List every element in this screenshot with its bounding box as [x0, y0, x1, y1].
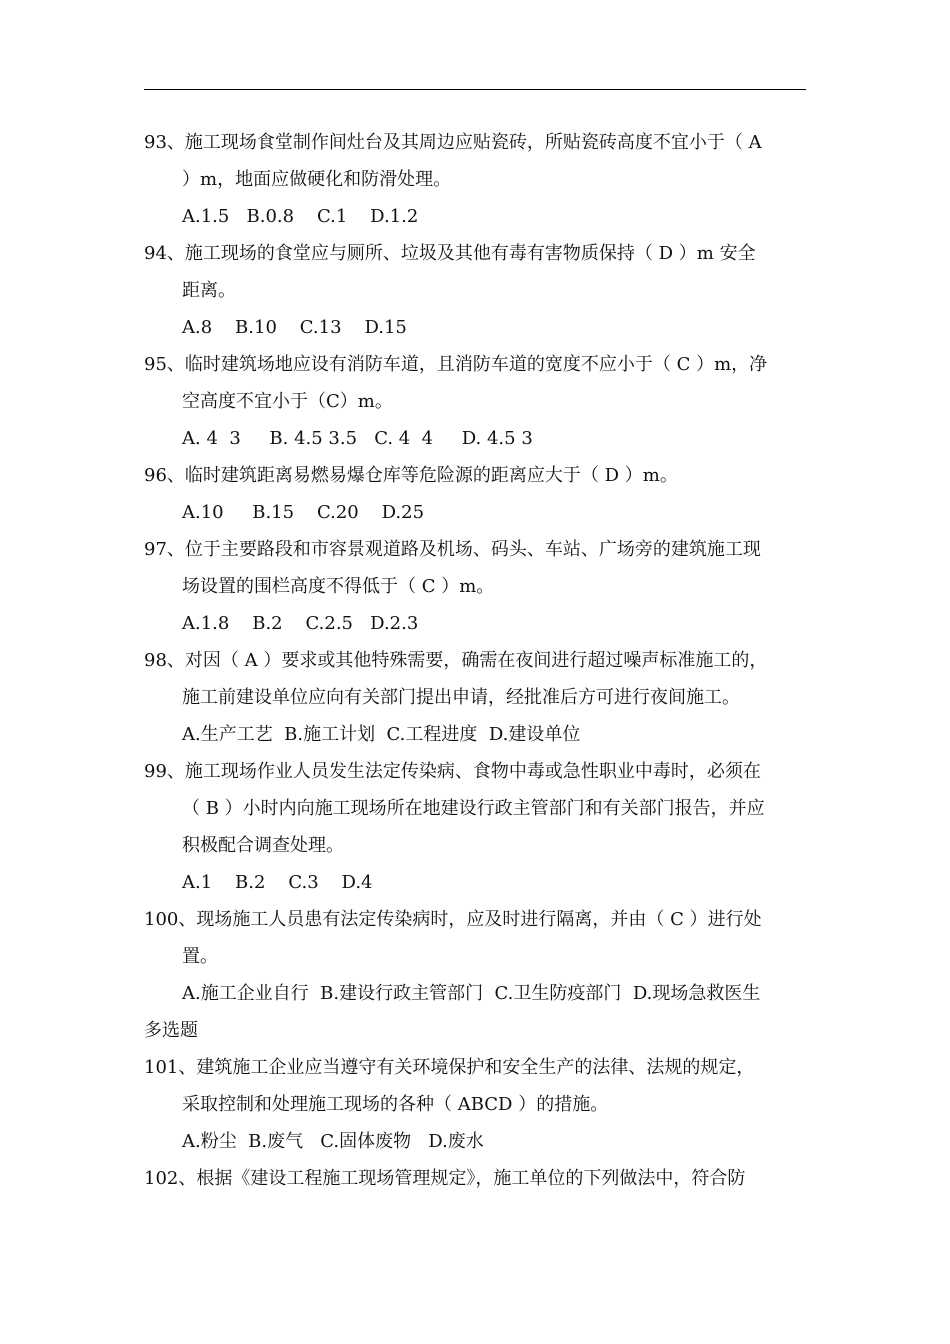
- question-options: A.生产工艺 B.施工计划 C.工程进度 D.建设单位: [182, 724, 581, 745]
- header-rule: [144, 89, 806, 90]
- question-options: A.粉尘 B.废气 C.固体废物 D.废水: [182, 1131, 484, 1152]
- question-text: 距离。: [182, 280, 236, 301]
- question-text: 98、对因（ A ）要求或其他特殊需要，确需在夜间进行超过噪声标准施工的，: [144, 650, 768, 671]
- question-text: 97、位于主要路段和市容景观道路及机场、码头、车站、广场旁的建筑施工现: [144, 539, 761, 560]
- section-title: 多选题: [144, 1020, 198, 1041]
- question-99: [144, 753, 806, 901]
- question-text: 99、施工现场作业人员发生法定传染病、食物中毒或急性职业中毒时，必须在: [144, 761, 761, 782]
- question-text: 置。: [182, 946, 218, 967]
- question-options: A. 4 3 B. 4.5 3.5 C. 4 4 D. 4.5 3: [182, 428, 533, 449]
- question-text: 96、临时建筑距离易燃易爆仓库等危险源的距离应大于（ D ）m。: [144, 465, 678, 486]
- question-text: 95、临时建筑场地应设有消防车道，且消防车道的宽度不应小于（ C ）m，净: [144, 354, 768, 375]
- question-100: [144, 901, 806, 1012]
- question-options: A.10 B.15 C.20 D.25: [182, 502, 425, 523]
- question-94: [144, 235, 806, 346]
- question-options: A.1.5 B.0.8 C.1 D.1.2: [182, 206, 419, 227]
- question-text: 94、施工现场的食堂应与厕所、垃圾及其他有毒有害物质保持（ D ）m 安全: [144, 243, 756, 264]
- question-text: 102、根据《建设工程施工现场管理规定》，施工单位的下列做法中，符合防: [144, 1168, 746, 1189]
- question-93: [144, 124, 806, 235]
- question-text: 采取控制和处理施工现场的各种（ ABCD ）的措施。: [182, 1094, 609, 1115]
- question-text: 施工前建设单位应向有关部门提出申请，经批准后方可进行夜间施工。: [182, 687, 740, 708]
- question-text: 空高度不宜小于（C）m。: [182, 391, 393, 412]
- question-97: [144, 531, 806, 642]
- question-96: [144, 457, 806, 531]
- question-options: A.1 B.2 C.3 D.4: [182, 872, 373, 893]
- question-102: [144, 1160, 806, 1197]
- question-text: 积极配合调查处理。: [182, 835, 344, 856]
- document-body: [144, 124, 806, 1197]
- question-text: 93、施工现场食堂制作间灶台及其周边应贴瓷砖，所贴瓷砖高度不宜小于（ A: [144, 132, 762, 153]
- question-options: A.施工企业自行 B.建设行政主管部门 C.卫生防疫部门 D.现场急救医生: [182, 983, 761, 1004]
- question-options: A.1.8 B.2 C.2.5 D.2.3: [182, 613, 419, 634]
- question-options: A.8 B.10 C.13 D.15: [182, 317, 407, 338]
- question-95: [144, 346, 806, 457]
- question-text: 100、现场施工人员患有法定传染病时，应及时进行隔离，并由（ C ）进行处: [144, 909, 762, 930]
- question-text: ）m，地面应做硬化和防滑处理。: [182, 169, 452, 190]
- question-98: [144, 642, 806, 753]
- question-text: 场设置的围栏高度不得低于（ C ）m。: [182, 576, 495, 597]
- question-text: （ B ）小时内向施工现场所在地建设行政主管部门和有关部门报告，并应: [182, 798, 765, 819]
- question-101: [144, 1049, 806, 1160]
- question-text: 101、建筑施工企业应当遵守有关环境保护和安全生产的法律、法规的规定，: [144, 1057, 755, 1078]
